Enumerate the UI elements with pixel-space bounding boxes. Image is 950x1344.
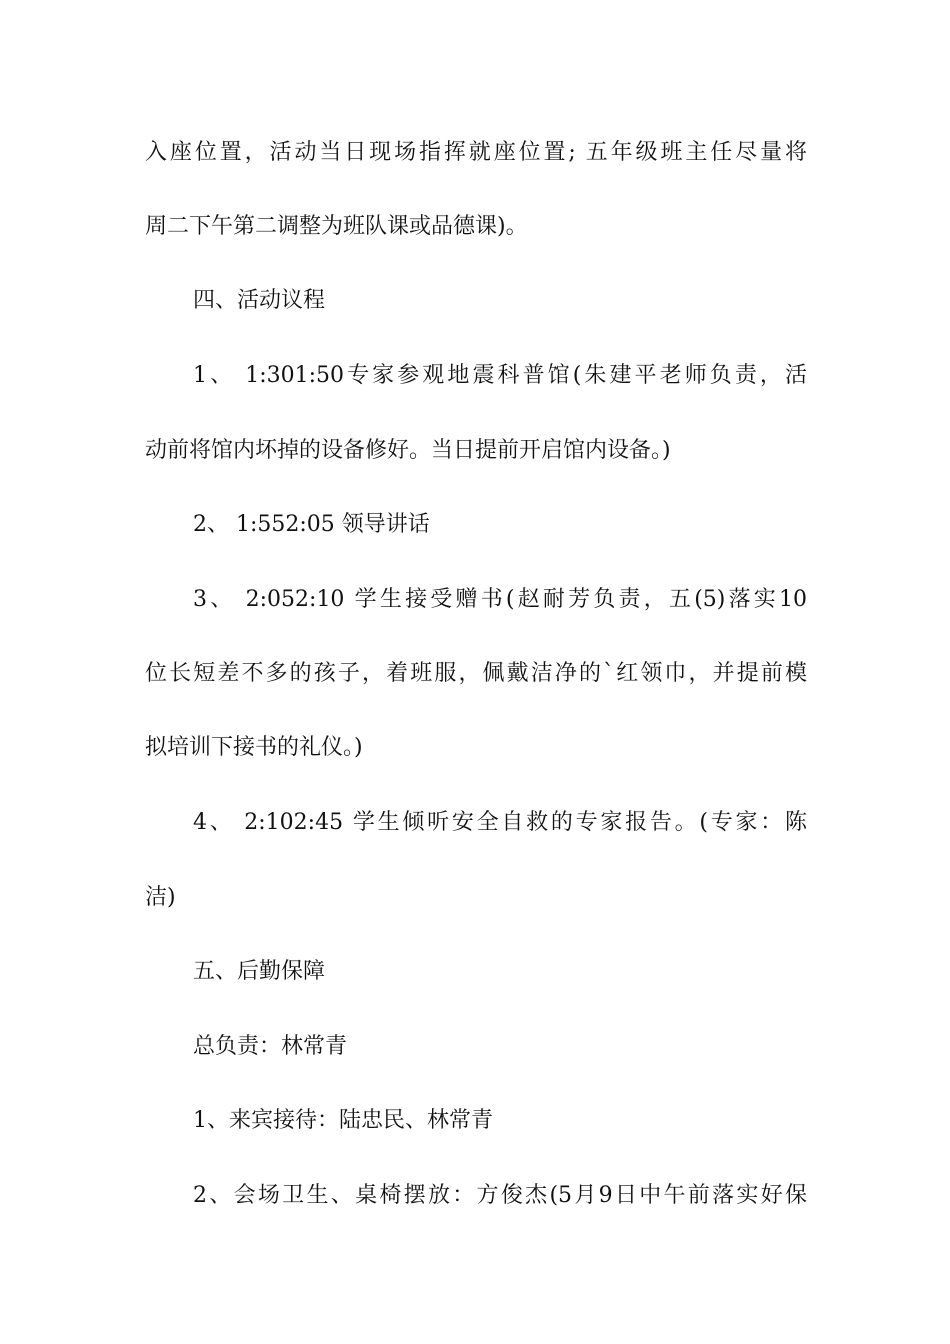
paragraph-line: 总负责：林常青 [193, 1034, 348, 1059]
paragraph-line: 周二下午第二调整为班队课或品德课)。 [145, 214, 528, 239]
agenda-item: 4、 2:102:45 学生倾听安全自救的专家报告。(专家：陈 [193, 810, 807, 835]
paragraph-line: 位长短差不多的孩子，着班服，佩戴洁净的`红领巾，并提前模 [145, 661, 807, 686]
list-item: 2、会场卫生、桌椅摆放：方俊杰(5月9日中午前落实好保 [193, 1183, 807, 1208]
section-heading: 五、后勤保障 [193, 959, 326, 984]
paragraph-line: 洁) [145, 885, 176, 910]
paragraph-line: 动前将馆内坏掉的设备修好。当日提前开启馆内设备。) [145, 438, 671, 463]
agenda-item: 3、 2:052:10 学生接受赠书(赵耐芳负责，五(5)落实10 [193, 587, 807, 612]
paragraph-line: 入座位置，活动当日现场指挥就座位置; 五年级班主任尽量将 [145, 140, 807, 165]
list-item: 1、来宾接待：陆忠民、林常青 [193, 1108, 493, 1133]
section-heading: 四、活动议程 [193, 288, 326, 313]
paragraph-line: 拟培训下接书的礼仪。) [145, 735, 363, 760]
agenda-item: 2、 1:552:05 领导讲话 [193, 512, 430, 537]
agenda-item: 1、 1:301:50专家参观地震科普馆(朱建平老师负责，活 [193, 363, 807, 388]
